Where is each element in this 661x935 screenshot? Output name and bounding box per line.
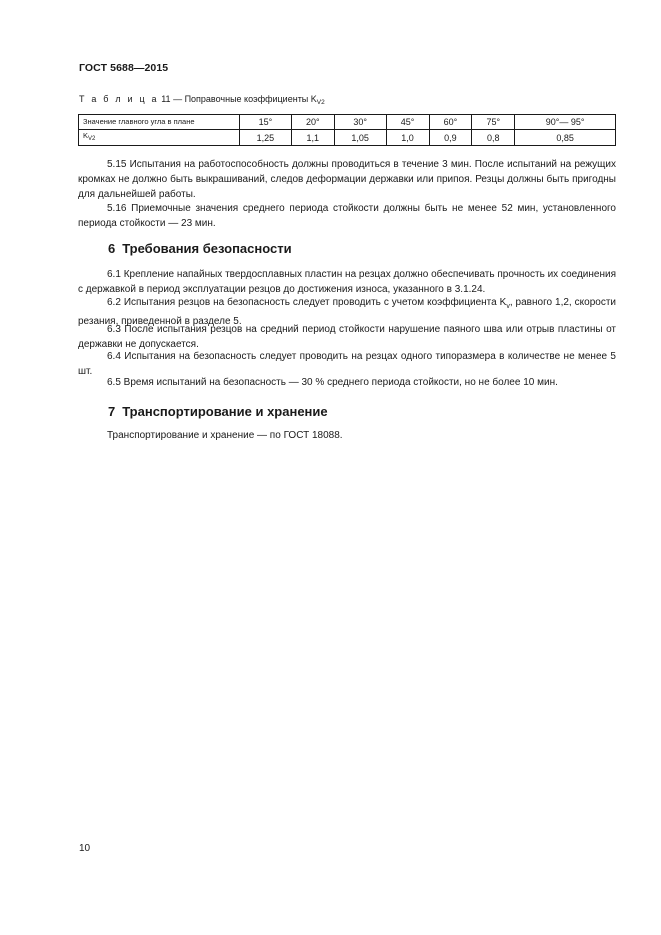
- table-cell-coefficient: 1,25: [240, 130, 292, 146]
- section-7-heading: [108, 404, 335, 419]
- section-number: 6: [108, 241, 116, 256]
- paragraph-6-1: 6.1 Крепление напайных твердосплавных пластин на резцах должно обеспечивать прочность их соединения с державкой в период эксплуатации резцов до достижения износа, указанного в 3.1.24.: [78, 269, 616, 295]
- paragraph-6-2-end: , равного 1,2, скорости резания, приведенной в разделе 5.: [78, 297, 616, 327]
- table-cell-angle: 15°: [240, 115, 292, 130]
- kv-subscript: v: [506, 303, 510, 310]
- table-caption: [79, 94, 325, 106]
- table-cell-coefficient: 1,0: [386, 130, 429, 146]
- table-cell-angle: 75°: [472, 115, 515, 130]
- table-caption-sub: V2: [316, 99, 325, 106]
- paragraph-5-16: 5.16 Приемочные значения среднего периода стойкости должны быть не менее 52 мин, установленного периода стойкости — 23 мин.: [78, 203, 616, 229]
- section-number: 7: [108, 404, 116, 419]
- paragraph-7-1: Транспортирование и хранение — по ГОСТ 18088.: [107, 430, 343, 441]
- table-cell-angle: 60°: [429, 115, 472, 130]
- paragraph-6-4: 6.4 Испытания на безопасность следует проводить на резцах одного типоразмера в количестве не менее 5 шт.: [78, 351, 616, 377]
- kv2-symbol: K: [83, 131, 89, 140]
- table-caption-prefix: Т а б л и ц а: [79, 94, 159, 104]
- table-cell-angle: 45°: [386, 115, 429, 130]
- page-number: 10: [79, 843, 91, 854]
- kv2-subscript: V2: [88, 136, 96, 142]
- table-cell-coefficient: 1,05: [334, 130, 386, 146]
- table-cell-coefficient: 0,85: [515, 130, 616, 146]
- table-cell-angle: 20°: [291, 115, 334, 130]
- paragraph-6-2-start: 6.2 Испытания резцов на безопасность следует проводить с учетом коэффициента K: [107, 297, 507, 308]
- table-row-label: [79, 130, 240, 146]
- section-title: Требования безопасности: [122, 241, 292, 256]
- paragraph-6-3: 6.3 После испытания резцов на средний период стойкости нарушение паяного шва или отрыв пластины от державки не допускается.: [78, 324, 616, 350]
- table-cell-angle: 30°: [334, 115, 386, 130]
- paragraph-5-15: 5.15 Испытания на работоспособность должны проводиться в течение 3 мин. После испытаний на режущих кромках не должно быть выкрашиваний, следов деформации державки или припоя. Резцы должны быть пригодны для дальнейшей работы.: [78, 159, 616, 200]
- paragraph-6-5: 6.5 Время испытаний на безопасность — 30 % среднего периода стойкости, но не более 10 мин.: [107, 377, 558, 388]
- document-code: ГОСТ 5688—2015: [79, 62, 169, 74]
- table-row-coefficients: [79, 130, 616, 146]
- table-cell-coefficient: 0,9: [429, 130, 472, 146]
- section-title: Транспортирование и хранение: [122, 404, 328, 419]
- table-row-angles: [79, 115, 616, 130]
- table-caption-number: 11: [161, 94, 171, 104]
- section-6-heading: [108, 241, 299, 256]
- table-row-label: Значение главного угла в плане: [79, 115, 240, 130]
- coefficient-table: [78, 114, 616, 146]
- table-cell-coefficient: 1,1: [291, 130, 334, 146]
- table-caption-text: — Поправочные коэффициенты K: [173, 94, 317, 104]
- table-cell-coefficient: 0,8: [472, 130, 515, 146]
- table-cell-angle: 90°— 95°: [515, 115, 616, 130]
